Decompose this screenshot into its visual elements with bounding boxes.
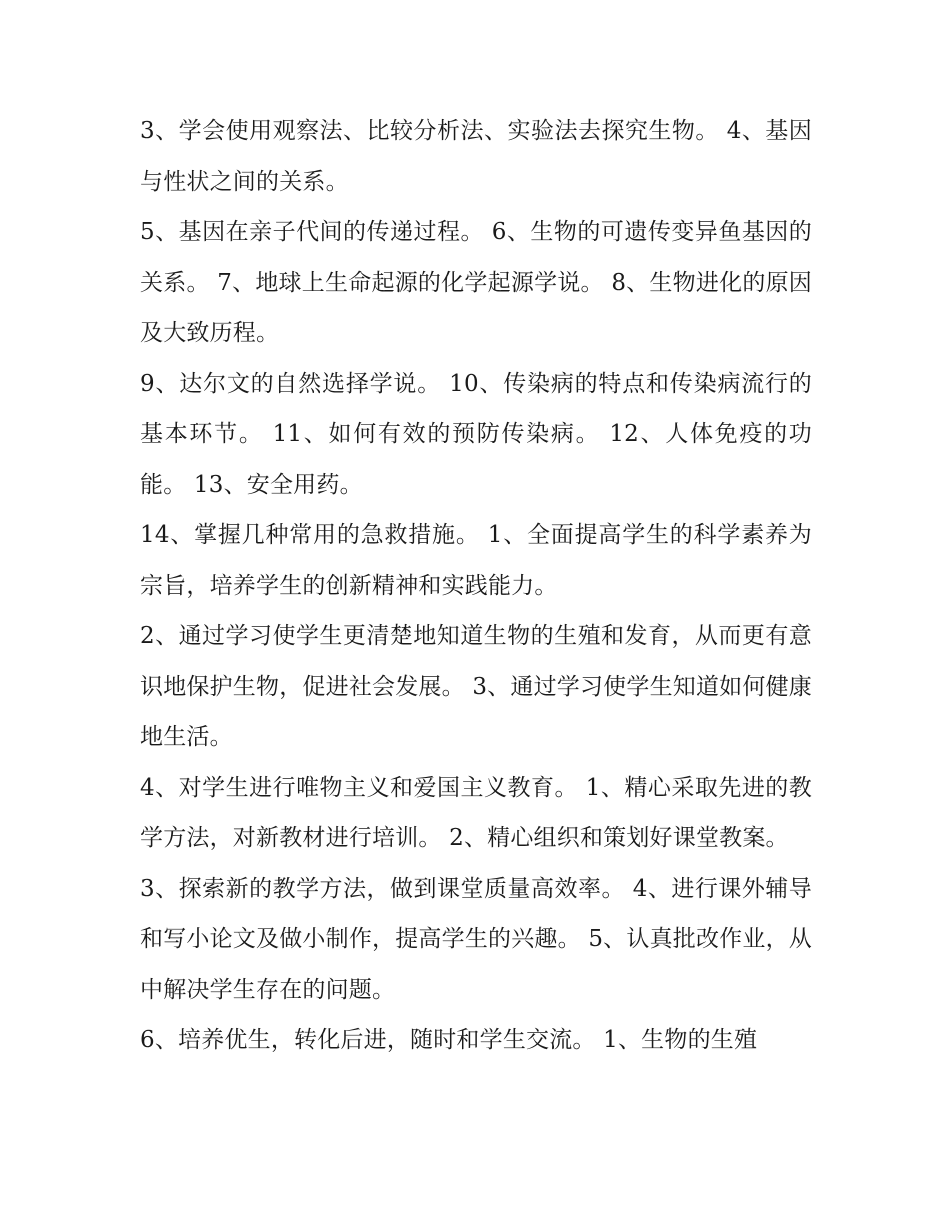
paragraph-3: 9、达尔文的自然选择学说。 10、传染病的特点和传染病流行的基本环节。 11、如何有效的预防传染病。 12、人体免疫的功能。 13、安全用药。 bbox=[140, 370, 812, 498]
paragraph-8: 6、培养优生，转化后进，随时和学生交流。 1、生物的生殖 bbox=[140, 1027, 758, 1053]
paragraph-4: 14、掌握几种常用的急救措施。 1、全面提高学生的科学素养为宗旨，培养学生的创新精神和实践能力。 bbox=[140, 522, 812, 599]
paragraph-5: 2、通过学习使学生更清楚地知道生物的生殖和发育，从而更有意识地保护生物，促进社会发展。 3、通过学习使学生知道如何健康地生活。 bbox=[140, 623, 812, 750]
paragraph-2: 5、基因在亲子代间的传递过程。 6、生物的可遗传变异鱼基因的关系。 7、地球上生命起源的化学起源学说。 8、生物进化的原因及大致历程。 bbox=[140, 219, 812, 346]
paragraph-1: 3、学会使用观察法、比较分析法、实验法去探究生物。 4、基因与性状之间的关系。 bbox=[140, 118, 812, 195]
document-body bbox=[140, 106, 812, 1066]
paragraph-7: 3、探索新的教学方法，做到课堂质量高效率。 4、进行课外辅导和写小论文及做小制作，提高学生的兴趣。 5、认真批改作业，从中解决学生存在的问题。 bbox=[140, 875, 812, 1003]
paragraph-6: 4、对学生进行唯物主义和爱国主义教育。 1、精心采取先进的教学方法，对新教材进行培训。 2、精心组织和策划好课堂教案。 bbox=[140, 774, 812, 851]
